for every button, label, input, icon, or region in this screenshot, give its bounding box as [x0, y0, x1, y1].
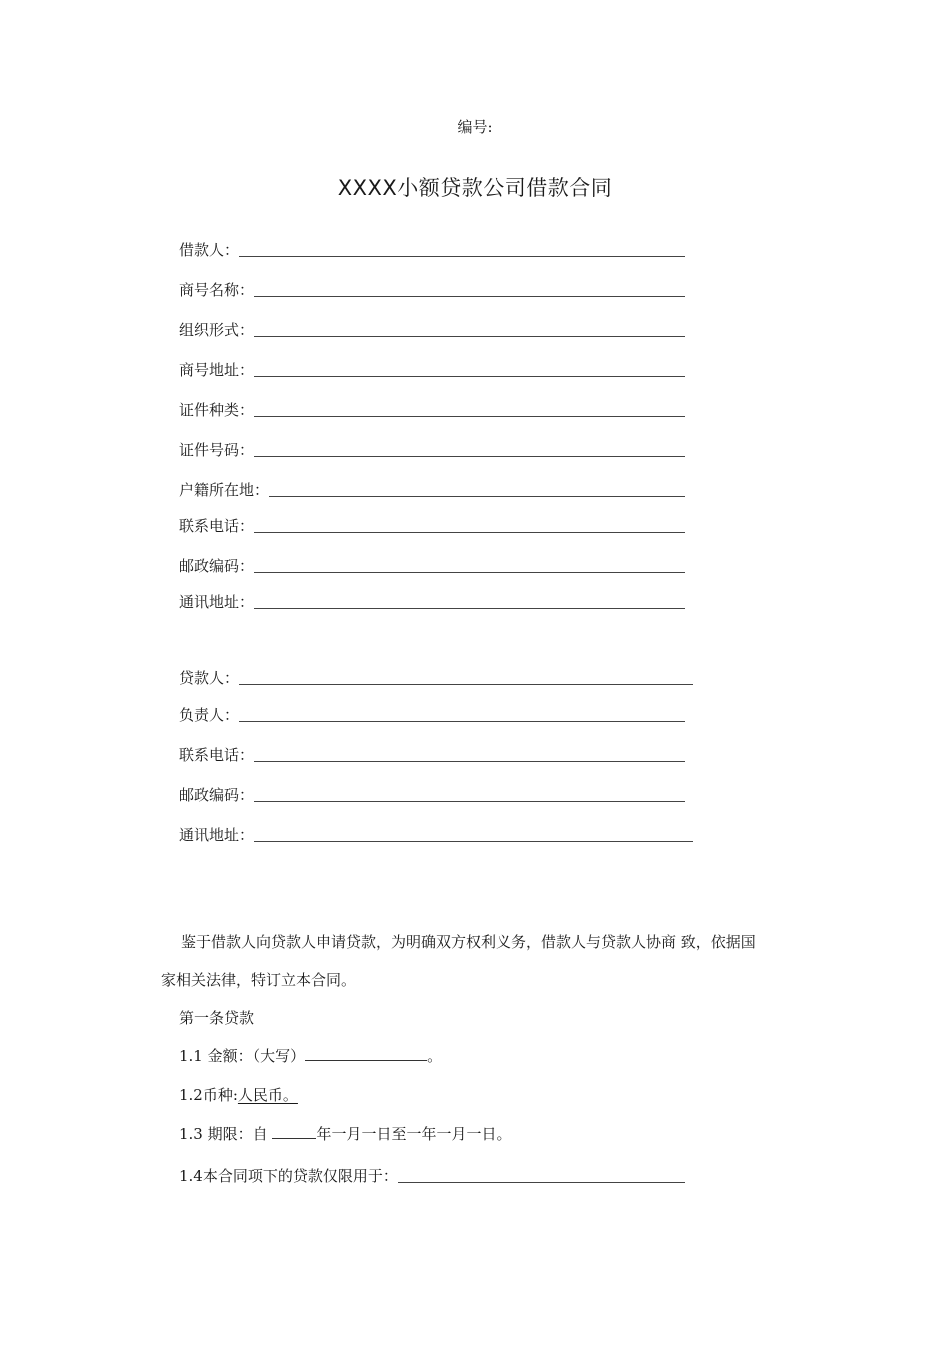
field-label: 通讯地址：	[179, 593, 255, 611]
id-number-field[interactable]	[179, 438, 685, 460]
serial-number-label: 编号:	[457, 118, 493, 136]
borrower-address-field[interactable]	[179, 590, 685, 612]
clause-1-3	[179, 1124, 511, 1144]
fill-line[interactable]	[254, 531, 685, 533]
contract-title: XXXX小额贷款公司借款合同	[337, 176, 613, 200]
clause-number: 1.1	[179, 1047, 203, 1065]
fill-line[interactable]	[254, 571, 685, 573]
lender-postcode-field[interactable]	[179, 783, 685, 805]
fill-line[interactable]	[254, 840, 693, 842]
clause-number: 1.2	[179, 1086, 203, 1104]
trade-address-field[interactable]	[179, 358, 685, 380]
fill-line[interactable]	[254, 800, 685, 802]
borrower-name-field[interactable]	[179, 238, 685, 260]
intro-paragraph-line2: 家相关法律，特订立本合同。	[161, 971, 357, 989]
fill-line[interactable]	[254, 375, 685, 377]
fill-line[interactable]	[269, 495, 685, 497]
field-label: 证件号码：	[179, 441, 255, 459]
field-label: 商号名称：	[179, 281, 255, 299]
lender-address-field[interactable]	[179, 823, 693, 845]
fill-line[interactable]	[254, 455, 685, 457]
clause-text: 本合同项下的贷款仅限用于：	[202, 1167, 398, 1185]
fill-line[interactable]	[254, 760, 685, 762]
fill-line[interactable]	[239, 720, 685, 722]
clause-1-2	[179, 1085, 298, 1105]
borrower-phone-field[interactable]	[179, 514, 685, 536]
amount-blank[interactable]	[305, 1046, 427, 1061]
field-label: 借款人：	[179, 241, 240, 259]
loan-purpose-line[interactable]	[398, 1181, 685, 1183]
fill-line[interactable]	[239, 255, 685, 257]
field-label: 户籍所在地：	[179, 481, 270, 499]
currency-value: 人民币。	[237, 1086, 298, 1104]
clause-number: 1.3	[179, 1125, 203, 1143]
fill-line[interactable]	[254, 335, 685, 337]
trade-name-field[interactable]	[179, 278, 685, 300]
lender-phone-field[interactable]	[179, 743, 685, 765]
field-label: 商号地址：	[179, 361, 255, 379]
fill-line[interactable]	[254, 415, 685, 417]
clause-number: 1.4	[179, 1167, 203, 1185]
clause-rest: 年一月一日至一年一月一日。	[316, 1125, 512, 1143]
clause-end: 。	[427, 1047, 443, 1065]
field-label: 邮政编码：	[179, 557, 255, 575]
field-label: 贷款人：	[179, 669, 240, 687]
field-label: 组织形式：	[179, 321, 255, 339]
intro-paragraph-line1: 鉴于借款人向贷款人申请贷款，为明确双方权利义务，借款人与贷款人协商 致，依据国	[181, 933, 756, 951]
article-1-title: 第一条贷款	[179, 1009, 255, 1027]
id-type-field[interactable]	[179, 398, 685, 420]
borrower-postcode-field[interactable]	[179, 554, 685, 576]
clause-1-1	[179, 1046, 442, 1066]
responsible-person-field[interactable]	[179, 703, 685, 725]
fill-line[interactable]	[254, 607, 685, 609]
fill-line[interactable]	[254, 295, 685, 297]
year-blank[interactable]	[272, 1124, 316, 1139]
clause-text: 期限：自	[207, 1125, 268, 1143]
lender-name-field[interactable]	[179, 666, 693, 688]
field-label: 负责人：	[179, 706, 240, 724]
organization-form-field[interactable]	[179, 318, 685, 340]
field-label: 邮政编码：	[179, 786, 255, 804]
clause-1-4	[179, 1164, 685, 1186]
clause-text: 币种:	[202, 1086, 238, 1104]
field-label: 联系电话：	[179, 746, 255, 764]
field-label: 联系电话：	[179, 517, 255, 535]
clause-text: 金额：（大写）	[207, 1047, 306, 1065]
household-registration-field[interactable]	[179, 478, 685, 500]
field-label: 证件种类：	[179, 401, 255, 419]
field-label: 通讯地址：	[179, 826, 255, 844]
fill-line[interactable]	[239, 683, 693, 685]
